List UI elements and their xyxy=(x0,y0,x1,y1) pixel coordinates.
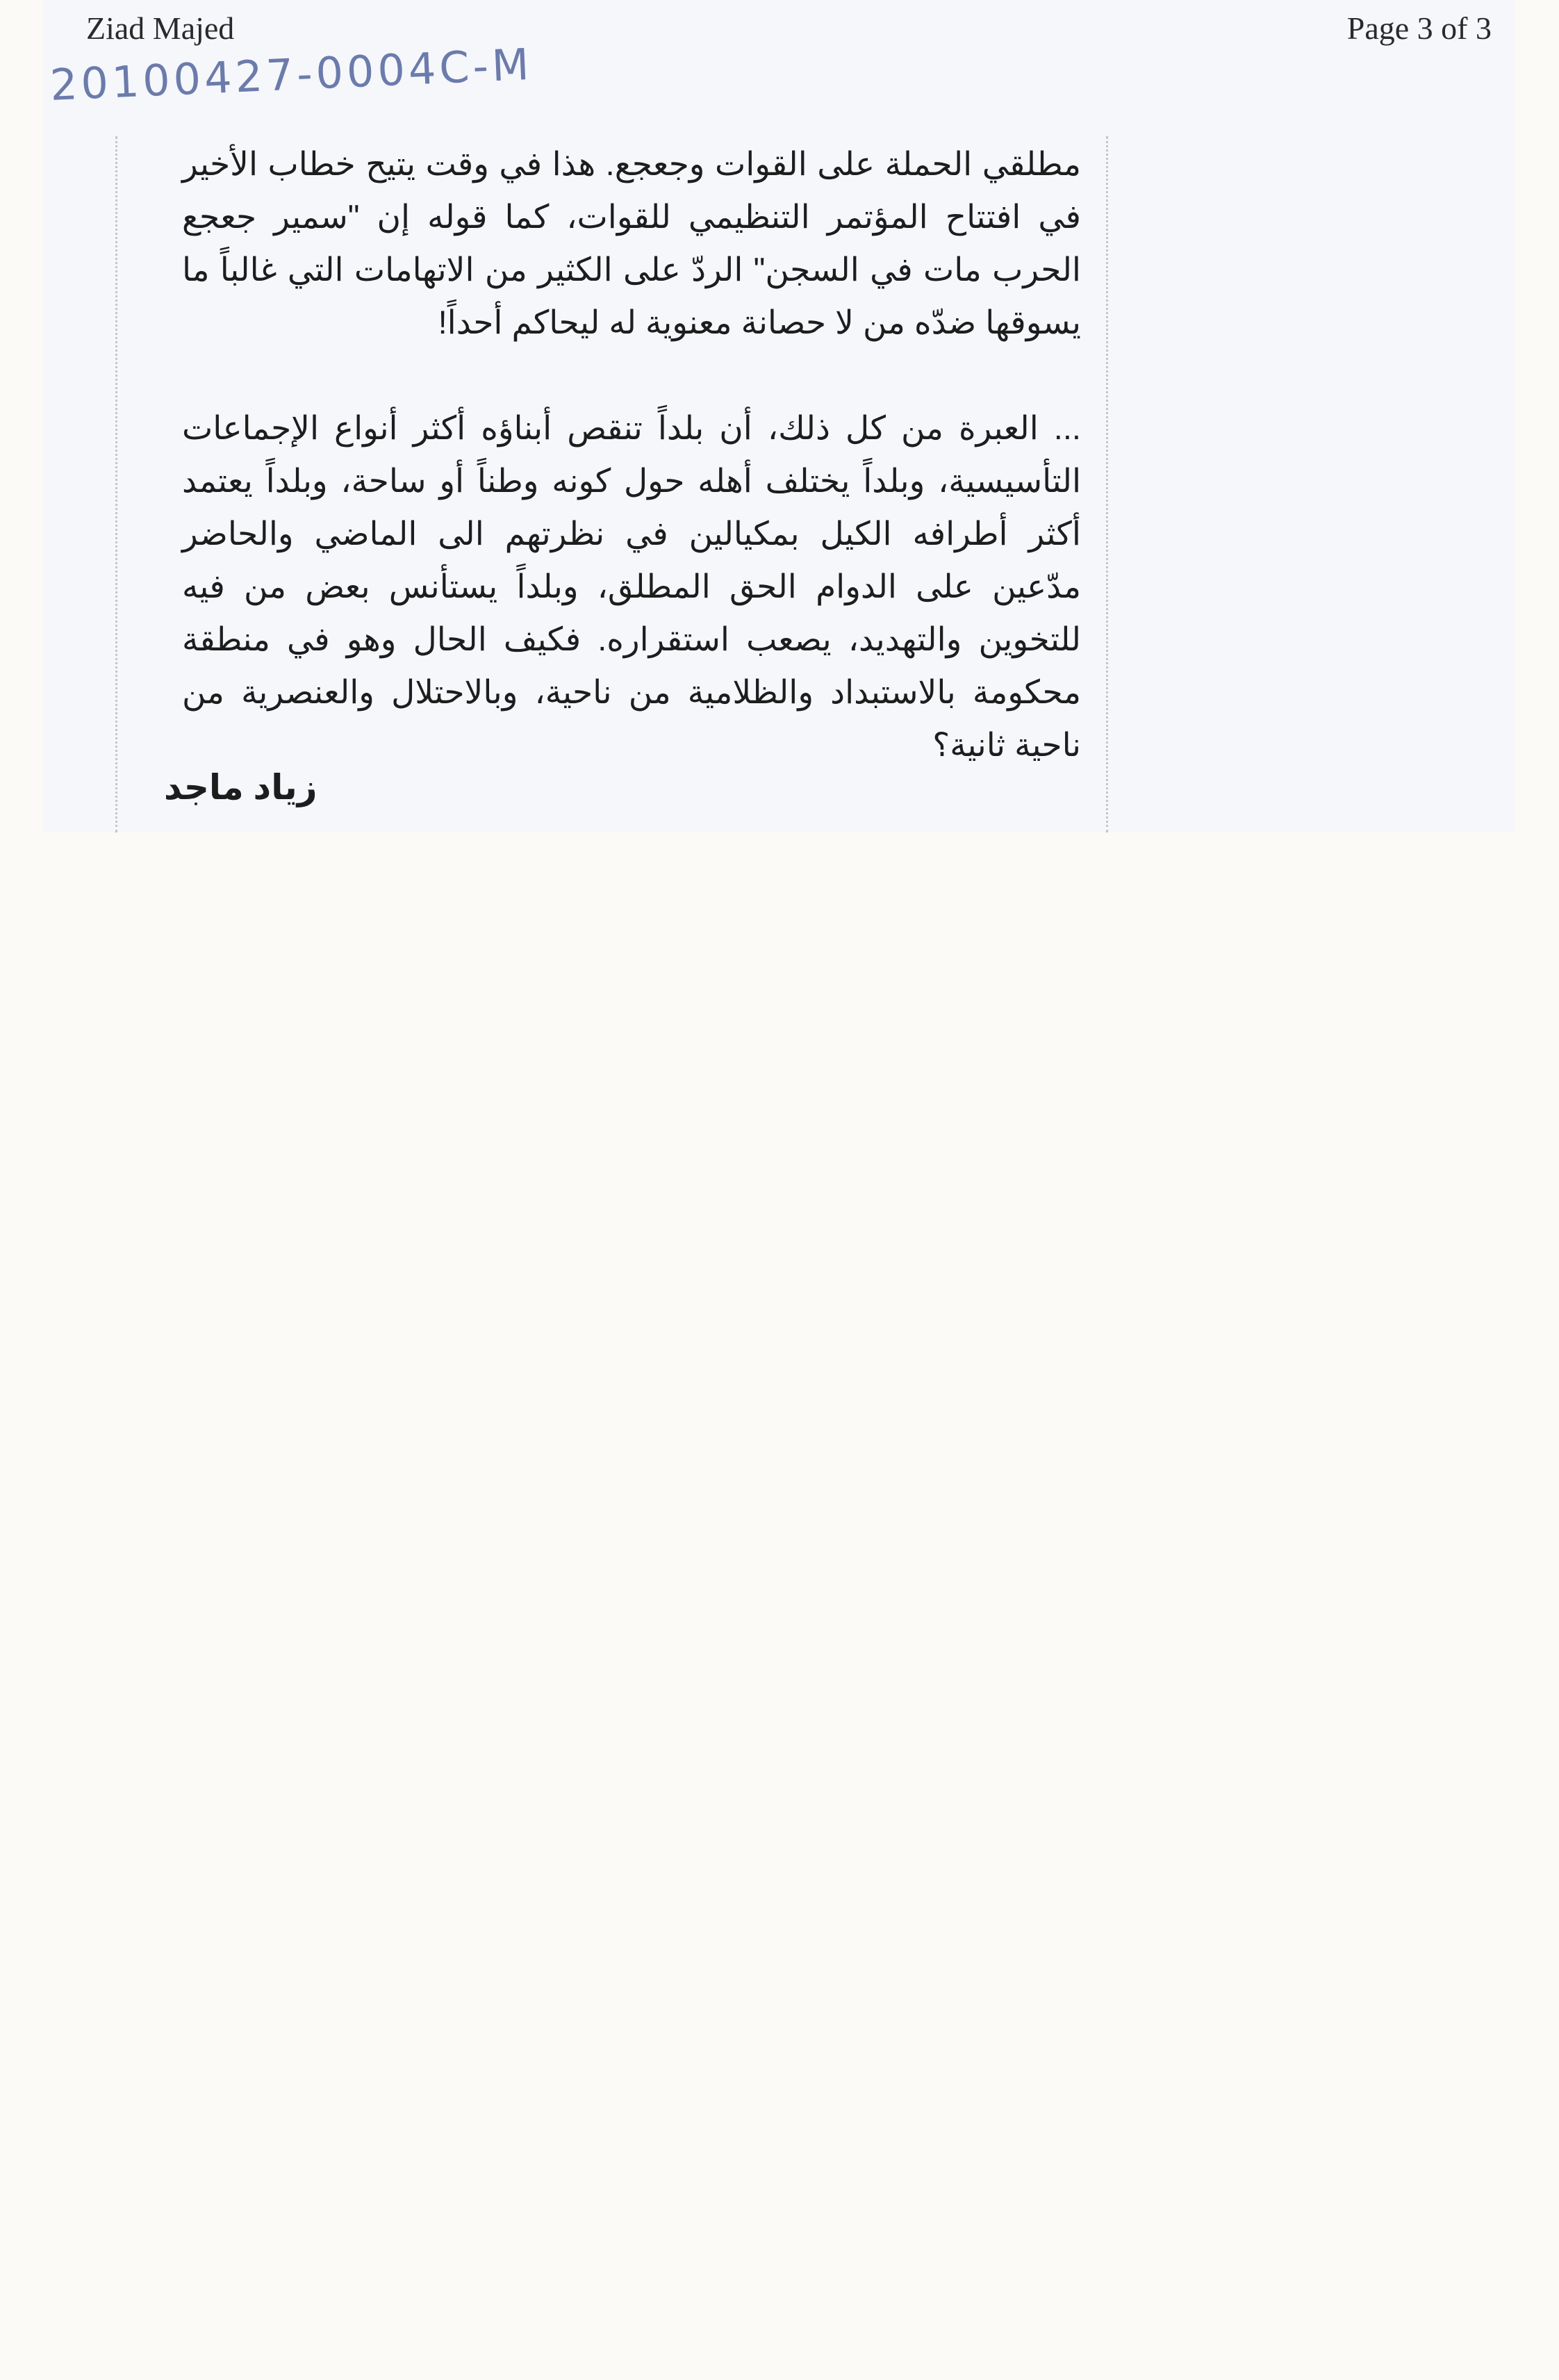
page-indicator: Page 3 of 3 xyxy=(1346,10,1492,46)
article-paragraph-2: ... العبرة من كل ذلك، أن بلداً تنقص أبناؤه أكثر أنواع الإجماعات التأسيسية، وبلداً يختلف أهله حول كونه وطناً أو ساحة، وبلداً يعتمد أكثر أطرافه الكيل بمكيالين في نظرتهم الى الماضي والحاضر مدّعين على الدوام الحق المطلق، وبلداً يستأنس بعض من فيه للتخوين والتهديد، يصعب استقراره. فكيف الحال وهو في منطقة محكومة بالاستبداد والظلامية من ناحية، وبالاحتلال والعنصرية من ناحية ثانية؟ xyxy=(182,409,1081,763)
handwritten-stamp-code: 20100427-0004C-M xyxy=(49,38,534,110)
author-signature: زياد ماجد xyxy=(164,768,317,807)
header-author: Ziad Majed xyxy=(86,10,235,46)
right-dotted-border xyxy=(1106,136,1108,832)
article-body xyxy=(182,138,1081,771)
left-dotted-border xyxy=(115,136,117,832)
article-paragraph-1: مطلقي الحملة على القوات وجعجع. هذا في وقت يتيح خطاب الأخير في افتتاح المؤتمر التنظيمي للقوات، كما قوله إن "سمير جعجع الحرب مات في السجن" الردّ على الكثير من الاتهامات التي غالباً ما يسوقها ضدّه من لا حصانة معنوية له ليحاكم أحداً! xyxy=(182,145,1081,340)
